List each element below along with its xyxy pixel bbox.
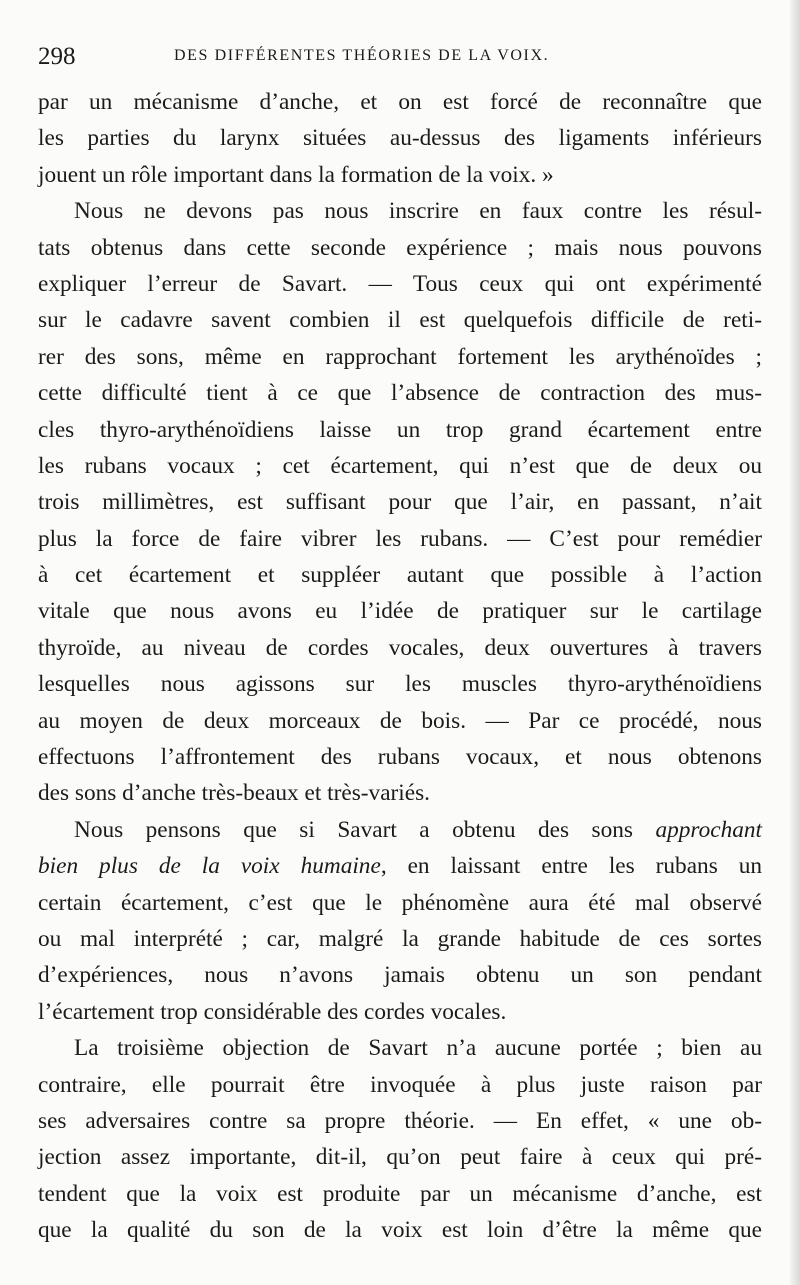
text-line: sur le cadavre savent combien il est quelquefois difficile de reti- — [38, 307, 762, 334]
text-line: rer des sons, même en rapprochant fortement les arythénoïdes ; — [38, 343, 762, 370]
text-line: jection assez importante, dit-il, qu’on peut faire à ceux qui pré- — [38, 1144, 762, 1171]
text-line: les parties du larynx situées au-dessus des ligaments inférieurs — [38, 125, 762, 152]
text-line: effectuons l’affrontement des rubans vocaux, et nous obtenons — [38, 744, 762, 771]
italic-phrase: bien plus de la voix humaine — [38, 853, 381, 880]
text-line: jouent un rôle important dans la formation de la voix. » — [38, 161, 554, 188]
text-line: cette difficulté tient à ce que l’absence de contraction des mus- — [38, 380, 762, 407]
text-line: tats obtenus dans cette seconde expérience ; mais nous pouvons — [38, 234, 762, 261]
text-line: vitale que nous avons eu l’idée de pratiquer sur le cartilage — [38, 598, 762, 625]
text-line: les rubans vocaux ; cet écartement, qui n’est que de deux ou — [38, 452, 762, 479]
text-line: expliquer l’erreur de Savart. — Tous ceux qui ont expérimenté — [38, 270, 762, 297]
text-line — [38, 848, 762, 884]
text-line: plus la force de faire vibrer les rubans. — C’est pour remédier — [38, 525, 762, 552]
text-segment: , en laissant entre les rubans un — [380, 853, 763, 880]
text-line: tendent que la voix est produite par un mécanisme d’anche, est — [38, 1180, 762, 1207]
page-edge-shadow — [790, 0, 800, 1285]
text-line: au moyen de deux morceaux de bois. — Par ce procédé, nous — [38, 707, 762, 734]
text-line: certain écartement, c’est que le phénomène aura été mal observé — [38, 889, 762, 916]
page-header — [38, 40, 758, 76]
text-line: cles thyro-arythénoïdiens laisse un trop grand écartement entre — [38, 416, 762, 443]
text-segment: Nous pensons que si Savart a obtenu des sons — [74, 816, 633, 843]
text-line: des sons d’anche très-beaux et très-variés. — [38, 780, 431, 807]
text-line: d’expériences, nous n’avons jamais obtenu un son pendant — [38, 962, 762, 989]
running-head: DES DIFFÉRENTES THÉORIES DE LA VOIX. — [174, 47, 550, 64]
text-line: ou mal interprété ; car, malgré la grande habitude de ces sortes — [38, 925, 762, 952]
text-line: à cet écartement et suppléer autant que possible à l’action — [38, 562, 762, 589]
text-line — [38, 812, 762, 848]
text-line: ses adversaires contre sa propre théorie. — En effet, « une ob- — [38, 1107, 762, 1134]
text-line: par un mécanisme d’anche, et on est forcé de reconnaître que — [38, 89, 762, 115]
text-line: La troisième objection de Savart n’a aucune portée ; bien au — [74, 1035, 762, 1062]
text-line: lesquelles nous agissons sur les muscles thyro-arythénoïdiens — [38, 671, 762, 698]
body-text — [38, 84, 762, 1249]
text-line: contraire, elle pourrait être invoquée à plus juste raison par — [38, 1071, 762, 1098]
text-line: thyroïde, au niveau de cordes vocales, deux ouvertures à travers — [38, 634, 762, 661]
italic-phrase: approchant — [655, 816, 762, 843]
text-line: Nous ne devons pas nous inscrire en faux contre les résul- — [74, 198, 762, 225]
text-line: l’écartement trop considérable des cordes vocales. — [38, 998, 507, 1025]
page-number: 298 — [38, 43, 76, 70]
text-line: trois millimètres, est suffisant pour que l’air, en passant, n’ait — [38, 489, 762, 516]
text-line: que la qualité du son de la voix est loin d’être la même que — [38, 1217, 762, 1244]
